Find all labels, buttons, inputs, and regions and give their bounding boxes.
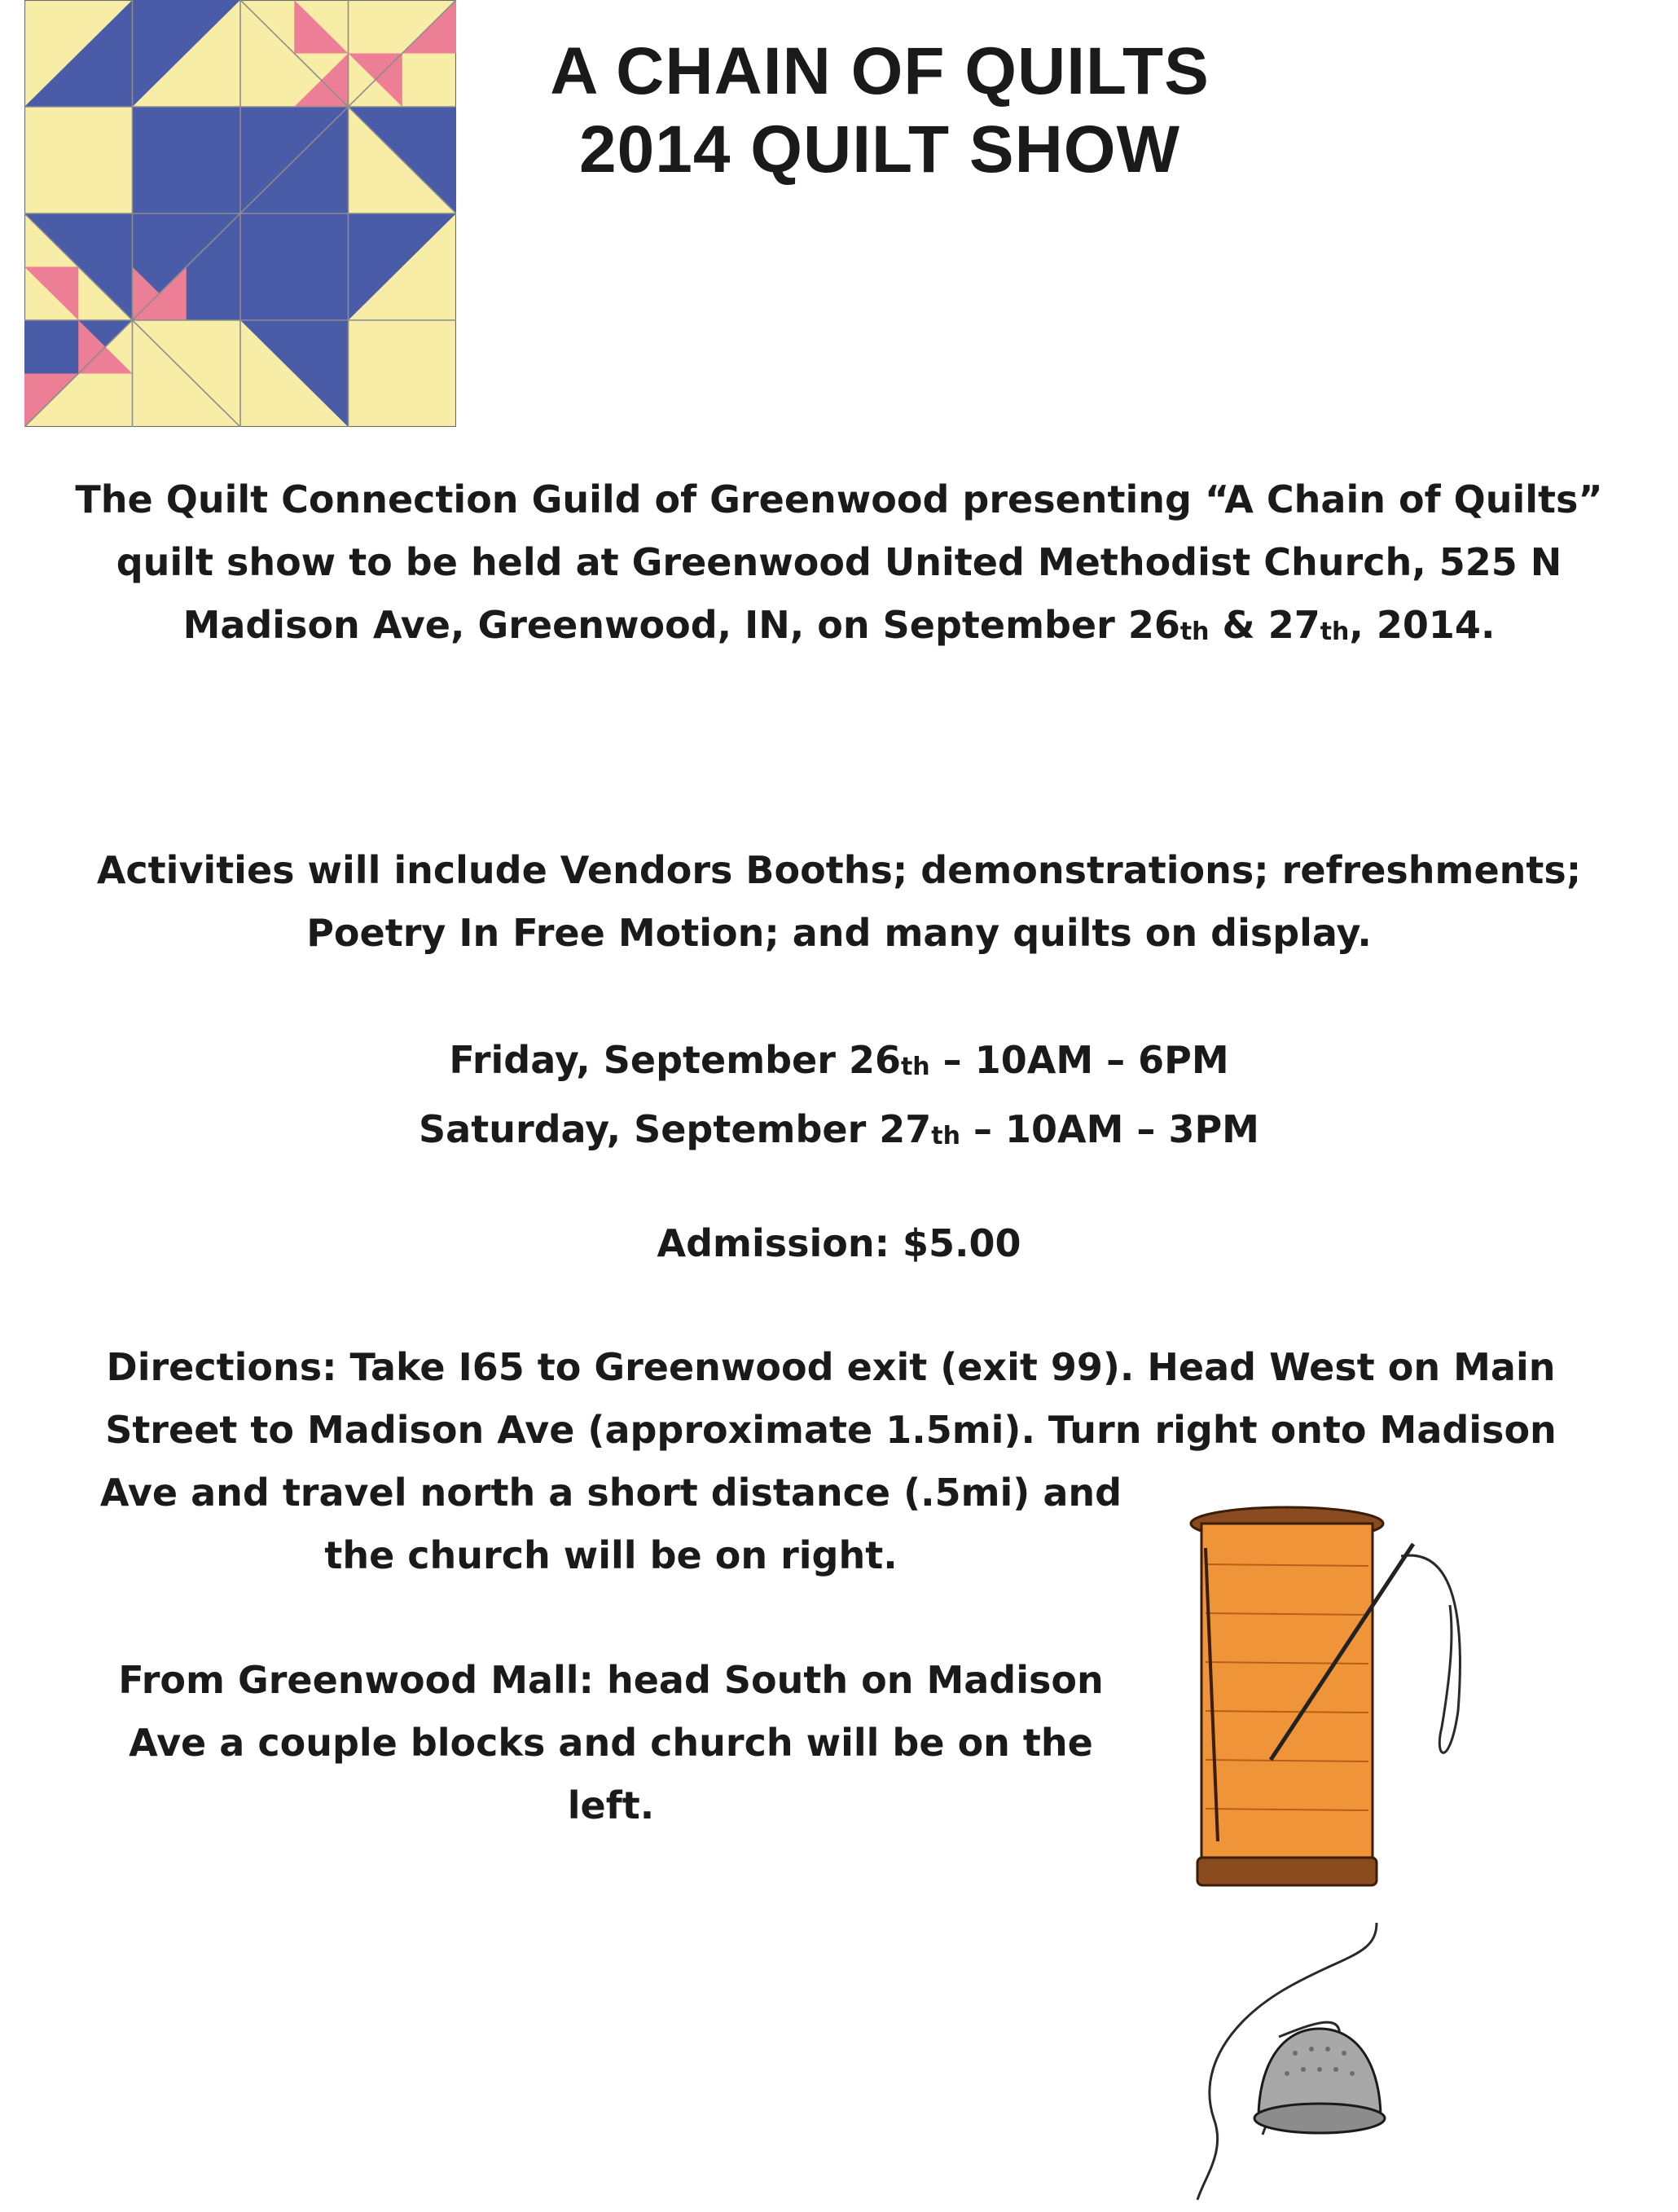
activities-paragraph (0, 839, 1678, 965)
mall-line-1: From Greenwood Mall: head South on Madison (118, 1658, 1104, 1702)
title-line-2: 2014 QUILT SHOW (579, 112, 1180, 187)
intro-line-3-c: , 2014. (1349, 603, 1496, 647)
mall-directions-paragraph (33, 1649, 1189, 1837)
hours-friday-date: Friday, September 26 (449, 1038, 901, 1082)
directions-line-3: Ave and travel north a short distance (.5mi) and (99, 1471, 1122, 1515)
thimble-icon (1254, 2029, 1385, 2133)
intro-line-3-a: Madison Ave, Greenwood, IN, on September 26 (182, 603, 1180, 647)
sewing-illustration (1181, 1499, 1678, 2212)
show-hours (0, 1029, 1678, 1168)
ordinal-suffix: th (931, 1122, 960, 1150)
ordinal-suffix: th (1179, 618, 1210, 646)
mall-line-2: Ave a couple blocks and church will be on the (129, 1721, 1093, 1765)
intro-line-1: The Quilt Connection Guild of Greenwood presenting “A Chain of Quilts” (75, 477, 1603, 521)
mall-line-3: left. (567, 1783, 655, 1827)
hours-friday (0, 1029, 1678, 1098)
activities-line-2: Poetry In Free Motion; and many quilts on display. (306, 911, 1372, 955)
thread-spool-icon (1191, 1507, 1383, 1885)
intro-paragraph (0, 468, 1678, 663)
directions-line-2: Street to Madison Ave (approximate 1.5mi). Turn right onto Madison (105, 1408, 1557, 1452)
intro-line-2: quilt show to be held at Greenwood United Methodist Church, 525 N (116, 540, 1562, 584)
directions-line-1: Directions: Take I65 to Greenwood exit (exit 99). Head West on Main (106, 1345, 1556, 1389)
directions-paragraph-tail (33, 1462, 1189, 1587)
flyer-title (456, 33, 1303, 189)
hours-friday-time: – 10AM – 6PM (929, 1038, 1229, 1082)
directions-paragraph (33, 1336, 1629, 1462)
title-line-1: A CHAIN OF QUILTS (550, 34, 1210, 108)
ordinal-suffix: th (900, 1053, 930, 1081)
activities-line-1: Activities will include Vendors Booths; demonstrations; refreshments; (96, 848, 1582, 892)
intro-line-3 (0, 594, 1678, 663)
admission-price: Admission: $5.00 (657, 1221, 1021, 1265)
ordinal-suffix: th (1320, 618, 1350, 646)
hours-saturday-date: Saturday, September 27 (419, 1107, 932, 1151)
directions-line-4: the church will be on right. (324, 1533, 898, 1577)
intro-line-3-b: & 27 (1209, 603, 1320, 647)
hours-saturday-time: – 10AM – 3PM (960, 1107, 1259, 1151)
quilt-block-icon (24, 0, 456, 427)
hours-saturday (0, 1098, 1678, 1168)
